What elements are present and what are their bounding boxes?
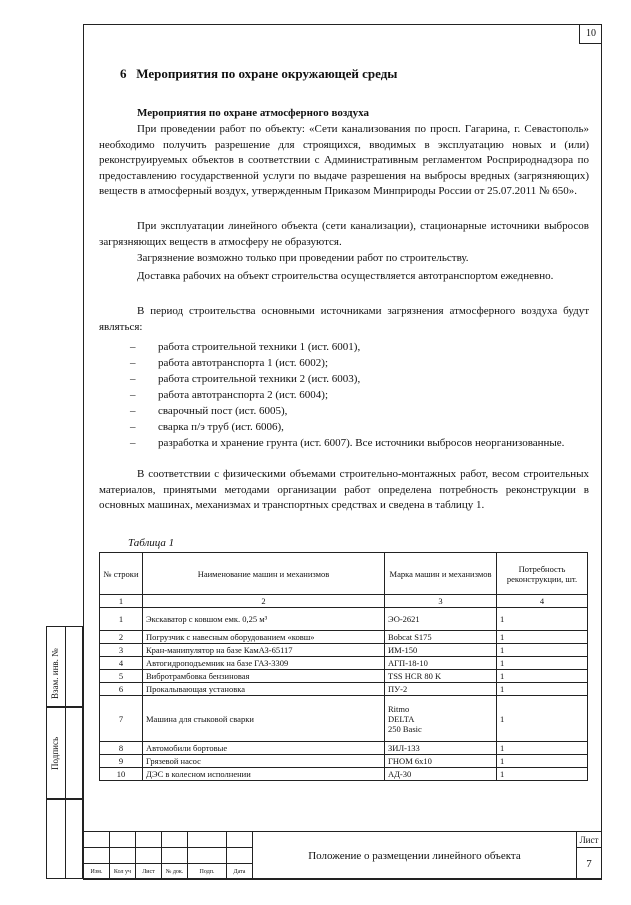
table-cell: 2 xyxy=(100,631,143,644)
table-cell: ПУ-2 xyxy=(385,683,497,696)
table-row xyxy=(100,742,588,755)
table-row xyxy=(100,670,588,683)
table-cell: ГНОМ 6х10 xyxy=(385,755,497,768)
table-row xyxy=(100,755,588,768)
side-label-signature: Подпись xyxy=(50,736,60,770)
colnum-cell: 4 xyxy=(497,595,588,608)
table-cell: Кран-манипулятор на базе КамАЗ-65117 xyxy=(143,644,385,657)
header-cell: Марка машин и механизмов xyxy=(385,553,497,595)
table-row xyxy=(100,608,588,631)
list-item: – разработка и хранение грунта (ист. 6007). Все источники выбросов неорганизованные. xyxy=(130,435,588,451)
table-cell: 8 xyxy=(100,742,143,755)
colnum-cell: 3 xyxy=(385,595,497,608)
table-cell: Вибротрамбовка бензиновая xyxy=(143,670,385,683)
stamp-col-label: Подп. xyxy=(188,864,227,880)
table-cell: Экскаватор с ковшом емк. 0,25 м³ xyxy=(143,608,385,631)
table-cell: 1 xyxy=(497,768,588,781)
table-cell: Bobcat S175 xyxy=(385,631,497,644)
table-cell: 10 xyxy=(100,768,143,781)
source-list xyxy=(130,339,588,451)
paragraph: Загрязнение возможно только при проведении работ по строительству. xyxy=(137,252,469,264)
table-cell: Машина для стыковой сварки xyxy=(143,696,385,742)
table-cell: 1 xyxy=(497,683,588,696)
table-row xyxy=(100,696,588,742)
top-page-number: 10 xyxy=(579,24,602,44)
table-cell: Ritmo DELTA 250 Basic xyxy=(385,696,497,742)
table-cell: 9 xyxy=(100,755,143,768)
table-cell: 3 xyxy=(100,644,143,657)
machines-table xyxy=(99,552,588,781)
stamp-col-label: Дата xyxy=(227,864,253,880)
colnum-cell: 2 xyxy=(143,595,385,608)
paragraph: При эксплуатации линейного объекта (сети канализации), стационарные источники выбросов загрязняющих веществ в атмосферу не образуются. xyxy=(99,220,589,248)
section-title: Мероприятия по охране окружающей среды xyxy=(136,66,398,81)
header-cell: № строки xyxy=(100,553,143,595)
title-block xyxy=(83,831,602,880)
table-cell: ИМ-150 xyxy=(385,644,497,657)
table-row xyxy=(100,768,588,781)
table-cell: ДЭС в колесном исполнении xyxy=(143,768,385,781)
table-row xyxy=(100,657,588,670)
side-box-bottom xyxy=(46,799,83,879)
list-item: – сварка п/э труб (ист. 6006), xyxy=(130,419,588,435)
header-cell: Наименование машин и механизмов xyxy=(143,553,385,595)
table-cell: 7 xyxy=(100,696,143,742)
sheet-number: 7 xyxy=(577,848,602,880)
table-cell: 1 xyxy=(497,755,588,768)
table-cell: 1 xyxy=(100,608,143,631)
list-item: – работа строительной техники 1 (ист. 6001), xyxy=(130,339,588,355)
colnum-cell: 1 xyxy=(100,595,143,608)
list-item: – работа автотранспорта 2 (ист. 6004); xyxy=(130,387,588,403)
table-cell: 6 xyxy=(100,683,143,696)
table-cell: Прокалывающая установка xyxy=(143,683,385,696)
table-cell: 1 xyxy=(497,657,588,670)
side-box-signature xyxy=(46,707,83,799)
table-cell: Погрузчик с навесным оборудованием «ковш» xyxy=(143,631,385,644)
table-cell: 1 xyxy=(497,742,588,755)
side-box-replace-inv xyxy=(46,626,83,707)
paragraph: В соответствии с физическими объемами строительно-монтажных работ, весом строительных материалов, принятыми методами организации работ определена потребность реконструкции в основных машинах, механизмах и транспортных средствах и сведена в таблицу 1. xyxy=(99,468,589,511)
table-colnum-row xyxy=(100,595,588,608)
table-cell: Автогидроподъемник на базе ГАЗ-3309 xyxy=(143,657,385,670)
table-header-row xyxy=(100,553,588,595)
table-cell: Грязевой насос xyxy=(143,755,385,768)
section-number: 6 xyxy=(120,66,127,81)
table-cell: 1 xyxy=(497,631,588,644)
table-cell: 1 xyxy=(497,644,588,657)
section-heading xyxy=(120,66,397,82)
table-row xyxy=(100,683,588,696)
table-cell: 1 xyxy=(497,608,588,631)
table-cell: ЭО-2621 xyxy=(385,608,497,631)
paragraph: Доставка рабочих на объект строительства осуществляется автотранспортом ежедневно. xyxy=(137,270,554,282)
paragraph: В период строительства основными источниками загрязнения атмосферного воздуха будут являться: xyxy=(99,305,589,333)
stamp-col-label: Изм. xyxy=(84,864,110,880)
table-cell: АГП-18-10 xyxy=(385,657,497,670)
stamp-col-label: Лист xyxy=(136,864,162,880)
table-cell: 4 xyxy=(100,657,143,670)
table-cell: Автомобили бортовые xyxy=(143,742,385,755)
stamp-col-label: № док. xyxy=(162,864,188,880)
list-item: – работа строительной техники 2 (ист. 6003), xyxy=(130,371,588,387)
table-row xyxy=(100,644,588,657)
table-cell: 1 xyxy=(497,670,588,683)
table-cell: АД-30 xyxy=(385,768,497,781)
sheet-label: Лист xyxy=(577,832,602,848)
list-item: – сварочный пост (ист. 6005), xyxy=(130,403,588,419)
list-item: – работа автотранспорта 1 (ист. 6002); xyxy=(130,355,588,371)
table-cell: ЗИЛ-133 xyxy=(385,742,497,755)
table-cell: TSS HCR 80 K xyxy=(385,670,497,683)
paragraph: При проведении работ по объекту: «Сети канализования по просп. Гагарина, г. Севастополь» необходимо получить разрешение для строящихся, вводимых в эксплуатацию новых и (или) реконструируемых объектов в соответствии с Административным регламентом Росприроднадзора по предоставлению государственной услуги по выдаче разрешения на выбросы вредных (загрязняющих) веществ в атмосферный воздух, утвержденным Приказом Минприроды России от 25.07.2011 № 650». xyxy=(99,123,589,197)
side-label-replace-inv: Взам. инв. № xyxy=(50,648,60,699)
table-row xyxy=(100,631,588,644)
table-cell: 5 xyxy=(100,670,143,683)
document-title: Положение о размещении линейного объекта xyxy=(253,832,577,880)
table-caption: Таблица 1 xyxy=(128,537,175,549)
header-cell: Потребность реконструкции, шт. xyxy=(497,553,588,595)
subheading: Мероприятия по охране атмосферного воздуха xyxy=(137,107,369,119)
table-cell: 1 xyxy=(497,696,588,742)
stamp-col-label: Кол уч xyxy=(110,864,136,880)
